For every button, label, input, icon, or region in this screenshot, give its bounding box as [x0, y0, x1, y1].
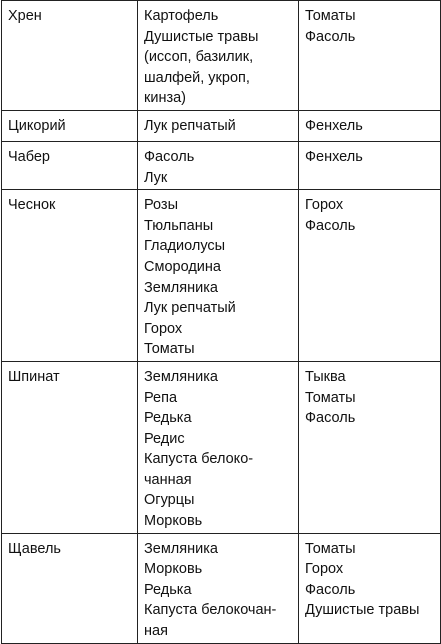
list-item: Редька	[144, 581, 192, 598]
plant-cell	[2, 1, 138, 111]
plant-name: Цикорий	[8, 117, 66, 134]
plant-cell	[2, 141, 138, 189]
list-item: Фасоль	[305, 581, 356, 598]
good-neighbors-cell	[138, 141, 299, 189]
plant-cell	[2, 361, 138, 533]
table-row	[2, 190, 441, 362]
list-item: ная	[144, 623, 168, 640]
list-item: Капуста белоко-	[144, 451, 254, 468]
other-neighbors-cell	[299, 110, 441, 141]
list-item: Редька	[144, 410, 192, 427]
list-item: Фасоль	[144, 148, 195, 165]
list-item: Горох	[305, 561, 344, 578]
list-item: Фенхель	[305, 148, 363, 165]
list-item: Фасоль	[305, 410, 356, 427]
list-item: Фенхель	[305, 117, 363, 134]
list-item: Тюльпаны	[144, 217, 214, 234]
list-item: Фасоль	[305, 217, 356, 234]
list-item: кинза)	[144, 90, 186, 107]
plant-name: Чеснок	[8, 197, 56, 214]
table-row	[2, 361, 441, 533]
list-item: Морковь	[144, 513, 203, 530]
other-neighbors-cell	[299, 190, 441, 362]
list-item: Душистые травы	[144, 28, 259, 45]
list-item: Томаты	[305, 389, 356, 406]
good-neighbors-cell	[138, 1, 299, 111]
list-item: Огурцы	[144, 492, 195, 509]
other-neighbors-cell	[299, 141, 441, 189]
good-neighbors-cell	[138, 110, 299, 141]
plant-name: Чабер	[8, 148, 50, 165]
list-item: Фасоль	[305, 28, 356, 45]
list-item: Картофель	[144, 8, 219, 24]
list-item: чанная	[144, 471, 192, 488]
good-neighbors-cell	[138, 533, 299, 643]
list-item: (иссоп, базилик,	[144, 49, 254, 66]
list-item: Капуста белокочан-	[144, 602, 277, 619]
list-item: Лук репчатый	[144, 300, 236, 317]
list-item: Гладиолусы	[144, 238, 226, 255]
list-item: Земляника	[144, 368, 218, 385]
plant-name: Шпинат	[8, 368, 60, 385]
list-item: Томаты	[305, 8, 356, 24]
list-item: Лук	[144, 169, 168, 186]
list-item: Морковь	[144, 561, 203, 578]
table-row	[2, 533, 441, 643]
list-item: Репа	[144, 389, 178, 406]
plant-name: Щавель	[8, 540, 61, 557]
list-item: Смородина	[144, 258, 221, 275]
table-body	[2, 1, 441, 644]
plant-cell	[2, 533, 138, 643]
list-item: Томаты	[305, 540, 356, 557]
list-item: Душистые травы	[305, 602, 420, 619]
plant-name: Хрен	[8, 8, 42, 24]
list-item: Горох	[144, 320, 183, 337]
list-item: Земляника	[144, 540, 218, 557]
table-row	[2, 141, 441, 189]
other-neighbors-cell	[299, 361, 441, 533]
list-item: шалфей, укроп,	[144, 69, 250, 86]
list-item: Томаты	[144, 341, 195, 358]
list-item: Розы	[144, 197, 179, 214]
list-item: Горох	[305, 197, 344, 214]
plant-cell	[2, 110, 138, 141]
good-neighbors-cell	[138, 361, 299, 533]
list-item: Лук репчатый	[144, 117, 236, 134]
list-item: Редис	[144, 430, 185, 447]
other-neighbors-cell	[299, 533, 441, 643]
companion-planting-table	[1, 0, 441, 644]
list-item: Земляника	[144, 279, 218, 296]
table-row	[2, 1, 441, 111]
other-neighbors-cell	[299, 1, 441, 111]
good-neighbors-cell	[138, 190, 299, 362]
table-row	[2, 110, 441, 141]
list-item: Тыква	[305, 368, 346, 385]
plant-cell	[2, 190, 138, 362]
